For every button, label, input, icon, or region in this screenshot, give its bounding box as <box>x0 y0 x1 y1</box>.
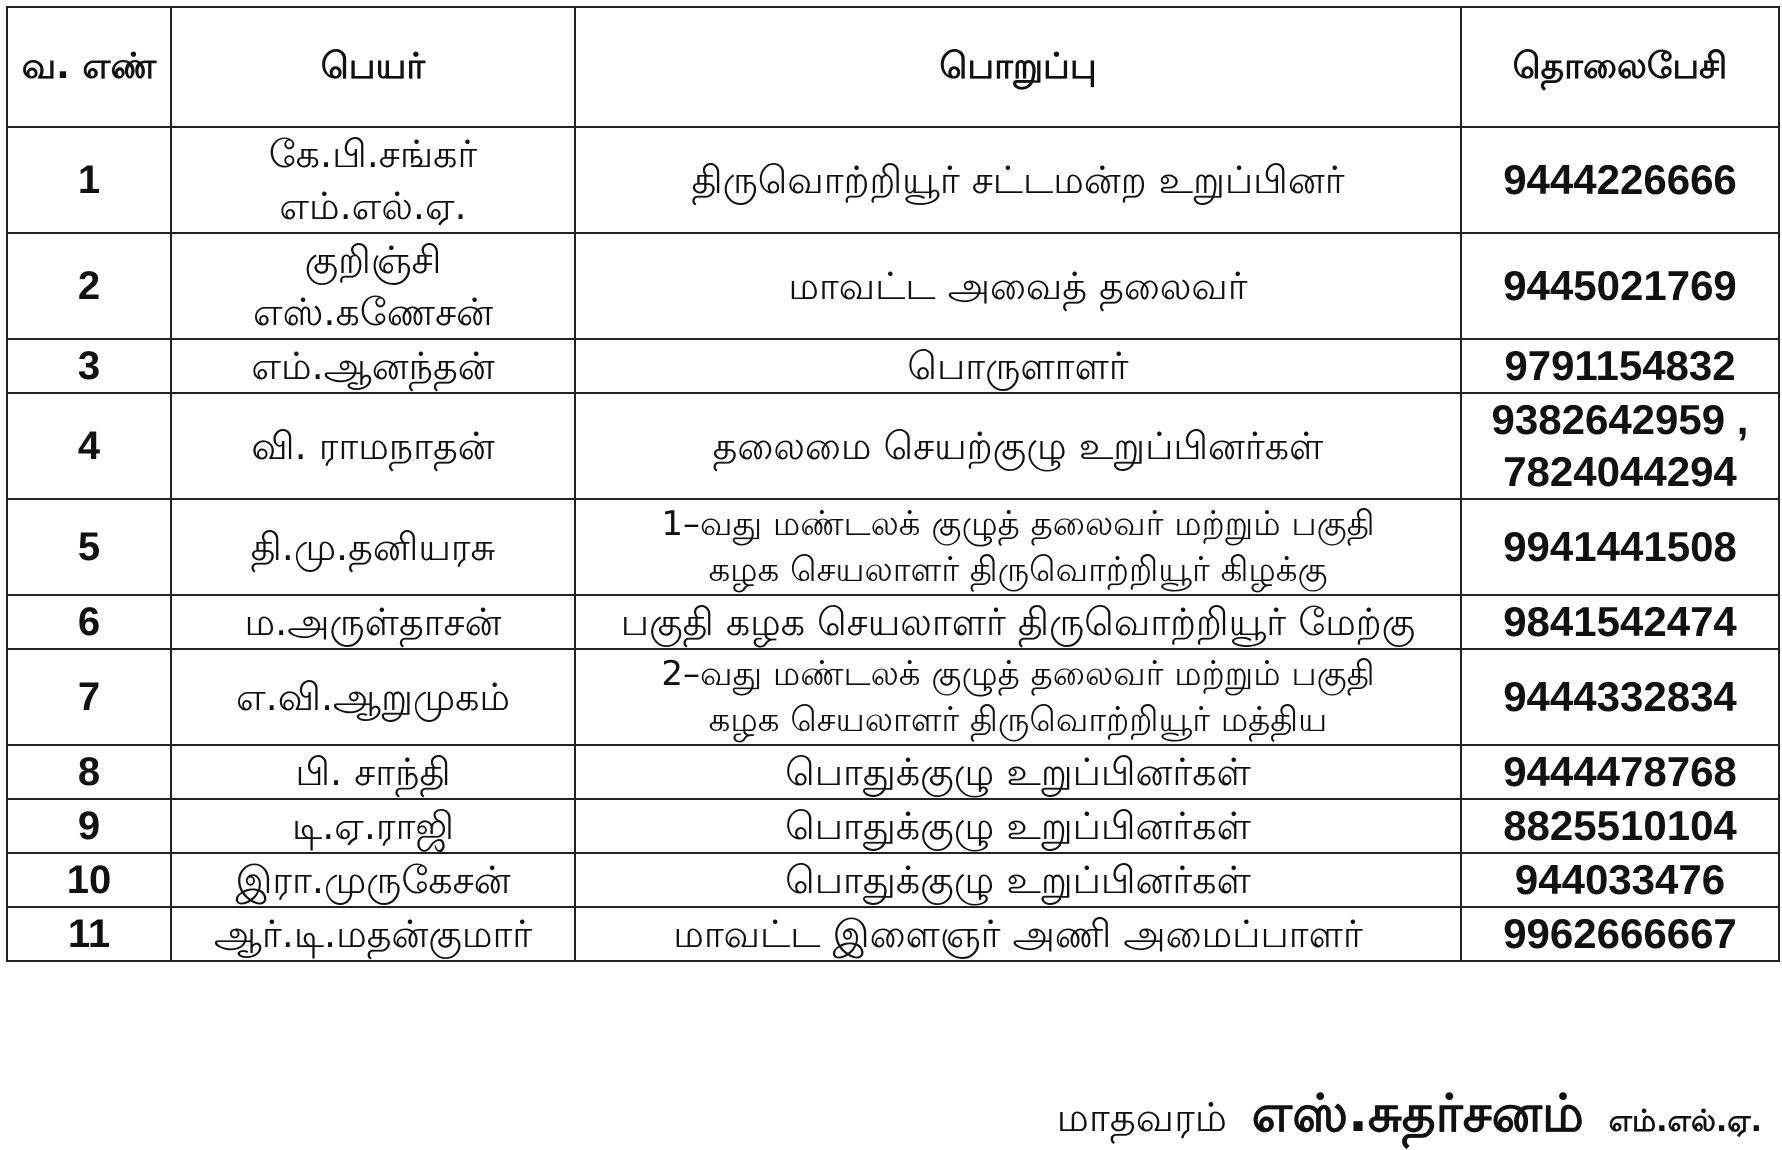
table-row <box>7 649 1779 745</box>
serial-number-cell: 10 <box>7 853 171 907</box>
phone-cell <box>1461 853 1779 907</box>
table-row <box>7 127 1779 233</box>
header-phone: தொலைபேசி <box>1461 7 1779 127</box>
signature-block <box>1057 1086 1762 1142</box>
name-line: எம்.எல்.ஏ. <box>279 184 467 228</box>
signature-prefix: மாதவரம் <box>1056 1095 1227 1141</box>
role-line: பொதுக்குழு உறுப்பினர்கள் <box>785 858 1251 902</box>
phone-number: 9791154832 <box>1504 342 1736 389</box>
role-line: திருவொற்றியூர் சட்டமன்ற உறுப்பினர் <box>691 158 1345 202</box>
phone-cell <box>1461 907 1779 961</box>
phone-cell <box>1461 799 1779 853</box>
contact-table <box>6 6 1780 962</box>
role-cell <box>575 595 1461 649</box>
phone-cell <box>1461 595 1779 649</box>
role-cell <box>575 745 1461 799</box>
name-cell <box>171 799 575 853</box>
table-row <box>7 393 1779 499</box>
role-cell <box>575 127 1461 233</box>
name-cell <box>171 339 575 393</box>
name-line: வி. ராமநாதன் <box>251 424 495 468</box>
name-line: ம.அருள்தாசன் <box>244 600 502 644</box>
phone-cell <box>1461 649 1779 745</box>
name-line: குறிஞ்சி <box>304 238 442 282</box>
role-cell <box>575 393 1461 499</box>
name-cell <box>171 745 575 799</box>
role-line: பொதுக்குழு உறுப்பினர்கள் <box>785 750 1251 794</box>
phone-number: 7824044294 <box>1503 448 1737 495</box>
role-line: தலைமை செயற்குழு உறுப்பினர்கள் <box>712 424 1324 468</box>
table-row <box>7 499 1779 595</box>
name-cell <box>171 649 575 745</box>
table-row <box>7 799 1779 853</box>
serial-number-cell: 6 <box>7 595 171 649</box>
name-line: எ.வி.ஆறுமுகம் <box>236 675 510 719</box>
name-line: தி.மு.தனியரசு <box>250 525 496 569</box>
name-line: இரா.முருகேசன் <box>235 858 511 902</box>
phone-number: 8825510104 <box>1503 802 1737 849</box>
name-line: ஆர்.டி.மதன்குமார் <box>213 912 533 956</box>
serial-number-cell: 2 <box>7 233 171 339</box>
table-row <box>7 907 1779 961</box>
phone-number: 944033476 <box>1514 856 1726 903</box>
role-cell <box>575 649 1461 745</box>
role-cell <box>575 499 1461 595</box>
name-cell <box>171 127 575 233</box>
role-cell <box>575 799 1461 853</box>
phone-number: 9444226666 <box>1503 156 1737 203</box>
role-line: கழக செயலாளர் திருவொற்றியூர் கிழக்கு <box>708 550 1328 590</box>
table-row <box>7 745 1779 799</box>
phone-number: 9444332834 <box>1503 673 1737 720</box>
header-serial-number: வ. எண் <box>7 7 171 127</box>
role-cell <box>575 907 1461 961</box>
name-line: கே.பி.சங்கர் <box>268 132 478 176</box>
phone-number: 9444478768 <box>1503 748 1737 795</box>
phone-cell <box>1461 339 1779 393</box>
serial-number-cell: 7 <box>7 649 171 745</box>
phone-cell <box>1461 393 1779 499</box>
phone-number: 9962666667 <box>1503 910 1737 957</box>
name-cell <box>171 393 575 499</box>
role-line: மாவட்ட இளைஞர் அணி அமைப்பாளர் <box>673 912 1363 956</box>
role-line: மாவட்ட அவைத் தலைவர் <box>788 264 1248 308</box>
serial-number-cell: 8 <box>7 745 171 799</box>
phone-number: 9841542474 <box>1503 598 1737 645</box>
serial-number-cell: 3 <box>7 339 171 393</box>
phone-number: 9382642959 , <box>1491 396 1749 443</box>
serial-number-cell: 1 <box>7 127 171 233</box>
name-cell <box>171 853 575 907</box>
table-header-row <box>7 7 1779 127</box>
name-cell <box>171 907 575 961</box>
role-line: பகுதி கழக செயலாளர் திருவொற்றியூர் மேற்கு <box>620 600 1416 644</box>
name-cell <box>171 499 575 595</box>
role-line: 2–வது மண்டலக் குழுத் தலைவர் மற்றும் பகுதி <box>661 654 1375 694</box>
name-line: பி. சாந்தி <box>295 750 451 794</box>
role-line: பொருளாளர் <box>907 344 1129 388</box>
role-line: 1–வது மண்டலக் குழுத் தலைவர் மற்றும் பகுதி <box>661 504 1375 544</box>
name-line: எஸ்.கணேசன் <box>252 290 494 334</box>
serial-number-cell: 11 <box>7 907 171 961</box>
serial-number-cell: 9 <box>7 799 171 853</box>
table-row <box>7 595 1779 649</box>
phone-cell <box>1461 745 1779 799</box>
table-row <box>7 339 1779 393</box>
signature-suffix: எம்.எல்.ஏ. <box>1608 1104 1762 1139</box>
role-cell <box>575 233 1461 339</box>
phone-number: 9941441508 <box>1503 523 1737 570</box>
table-row <box>7 233 1779 339</box>
name-line: டி.ஏ.ராஜி <box>291 804 455 848</box>
role-line: கழக செயலாளர் திருவொற்றியூர் மத்திய <box>708 700 1328 740</box>
name-cell <box>171 595 575 649</box>
table-body <box>7 127 1779 961</box>
phone-number: 9445021769 <box>1503 262 1737 309</box>
role-cell <box>575 853 1461 907</box>
phone-cell <box>1461 499 1779 595</box>
name-line: எம்.ஆனந்தன் <box>251 344 495 388</box>
role-cell <box>575 339 1461 393</box>
header-role: பொறுப்பு <box>575 7 1461 127</box>
phone-cell <box>1461 233 1779 339</box>
name-cell <box>171 233 575 339</box>
table-row <box>7 853 1779 907</box>
role-line: பொதுக்குழு உறுப்பினர்கள் <box>785 804 1251 848</box>
serial-number-cell: 5 <box>7 499 171 595</box>
phone-cell <box>1461 127 1779 233</box>
signature-name: எஸ்.சுதர்சனம் <box>1251 1084 1584 1144</box>
serial-number-cell: 4 <box>7 393 171 499</box>
header-name: பெயர் <box>171 7 575 127</box>
